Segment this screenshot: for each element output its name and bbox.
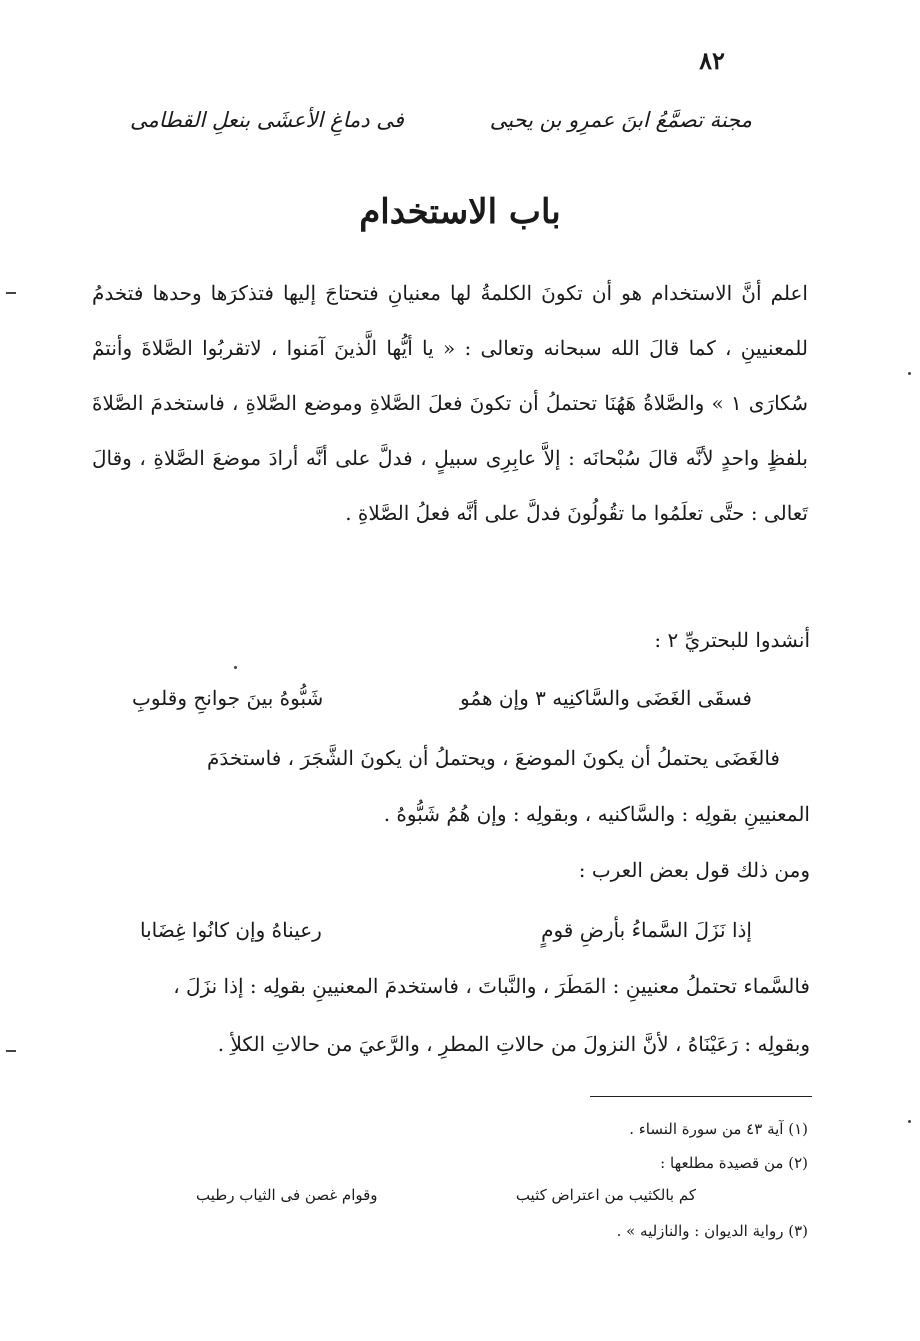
footnote-verse-hemistich-1: كم بالكثيب من اعتراض كثيب [515, 1186, 696, 1204]
poem-1-hemistich-2: شَبُّوهُ بينَ جوانحِ وقلوبِ [132, 686, 324, 710]
intro-line-buhturi: أنشدوا للبحتريِّ ٢ : [654, 628, 810, 652]
footnote-3: (٣) رواية الديوان : والنازليه » . [616, 1222, 808, 1240]
explanation-1-line-2: المعنيينِ بقولِه : والسَّاكنيه ، وبقولِه : وإن هُمُ شَبُّوهُ . [383, 802, 810, 826]
page-speck [234, 666, 237, 669]
margin-dot [908, 1120, 911, 1123]
paragraph-definition: اعلم أنَّ الاستخدام هو أن تكونَ الكلمةُ لها معنيانِ فتحتاجَ إليها فتذكرَها وحدها فتخدمُ للمعنيينِ ، كما قالَ الله سبحانه وتعالى : « يا أيُّها الَّذينَ آمَنوا ، لاتقربُوا الصَّلاةَ وأنتمْ سُكارَى ١ » والصَّلاةُ هَهُنَا تحتملُ أن تكونَ فعلَ الصَّلاةِ وموضع الصَّلاةِ ، فاستخدمَ الصَّلاةَ بلفظٍ واحدٍ لأنَّه قالَ سُبْحانَه : إلاَّ عابِرِى سبيلٍ ، فدلَّ على أنَّه أرادَ موضعَ الصَّلاةِ ، وقالَ تَعالى : حتَّى تعلَمُوا ما تقُولُونَ فدلَّ على أنَّه فعلُ الصَّلاةِ . [92, 281, 808, 525]
poem-verse-1 [132, 686, 752, 726]
margin-dot [908, 372, 911, 375]
intro-line-arabs: ومن ذلك قول بعض العرب : [578, 858, 810, 882]
poem-verse-2 [140, 918, 752, 958]
margin-mark [6, 1050, 16, 1052]
poem-2-hemistich-2: رعيناهُ وإن كانُوا غِضَابا [140, 918, 322, 942]
explanation-2-line-1: فالسَّماء تحتملُ معنيينِ : المَطَرَ ، والنَّباتَ ، فاستخدمَ المعنيينِ بقولِه : إذا نزَلَ ، [173, 974, 810, 998]
top-verse-hemistich-2: فى دماغِ الأعشَى بنعلِ القطامى [130, 108, 404, 132]
chapter-title: باب الاستخدام [359, 192, 561, 232]
footnote-divider [590, 1096, 812, 1097]
explanation-2-line-2: وبقولِه : رَعَيْنَاهُ ، لأنَّ النزولَ من حالاتِ المطرِ ، والرَّعيَ من حالاتِ الكلأِ . [217, 1032, 810, 1056]
footnote-verse-hemistich-2: وقوام غصن فى الثياب رطيب [196, 1186, 378, 1204]
page-number: ٨٢ [699, 46, 725, 75]
poem-2-hemistich-1: إذا نَزَلَ السَّماءُ بأرضِ قومٍ [541, 918, 752, 942]
footnote-1: (١) آية ٤٣ من سورة النساء . [629, 1120, 808, 1138]
footnote-2: (٢) من قصيدة مطلعها : [660, 1154, 808, 1172]
footnote-2-verse [196, 1186, 696, 1210]
top-verse-hemistich-1: مجنة تصمَّعُ ابنَ عمرِو بن يحيى [489, 108, 752, 132]
top-verse [130, 108, 752, 144]
margin-mark [6, 292, 16, 294]
poem-1-hemistich-1: فسقَى الغَضَى والسَّاكنِيه ٣ وإن همُو [460, 686, 752, 710]
explanation-1-line-1: فالغَضَى يحتملُ أن يكونَ الموضعَ ، ويحتملُ أن يكونَ الشَّجَرَ ، فاستخدَمَ [207, 746, 780, 770]
